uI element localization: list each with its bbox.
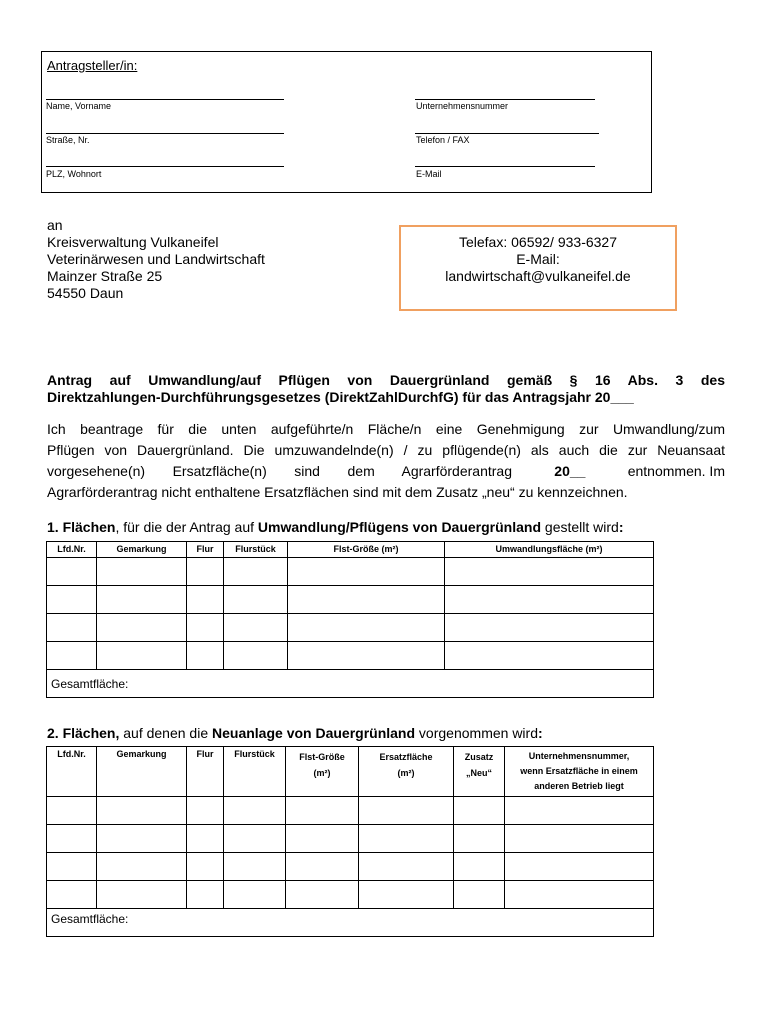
total-row[interactable]	[47, 670, 654, 698]
table-cell[interactable]	[288, 614, 445, 642]
section-2-title: 2. Flächen, auf denen die Neuanlage von Dauergrünland vorgenommen wird:	[47, 725, 543, 741]
table-cell[interactable]	[445, 558, 654, 586]
table-cell[interactable]	[224, 614, 288, 642]
table-cell[interactable]	[286, 825, 359, 853]
table-row[interactable]	[47, 797, 654, 825]
table-cell[interactable]	[359, 881, 454, 909]
col-header: Ersatzfläche (m²)	[359, 747, 454, 797]
email-label-box: E-Mail:	[516, 251, 560, 267]
table-cell[interactable]	[445, 586, 654, 614]
table-header-row	[47, 747, 654, 797]
table-row[interactable]	[47, 614, 654, 642]
table-cell[interactable]	[47, 853, 97, 881]
table-cell[interactable]	[224, 853, 286, 881]
company-number-label: Unternehmensnummer	[416, 101, 509, 111]
table-row[interactable]	[47, 558, 654, 586]
col-header: Flurstück	[224, 542, 288, 558]
table-cell[interactable]	[454, 881, 505, 909]
heading-line-2: Direktzahlungen-Durchführungsgesetzes (DirektZahlDurchfG) für das Antragsjahr 20___	[47, 389, 634, 405]
table-cell[interactable]	[187, 642, 224, 670]
table-cell[interactable]	[47, 881, 97, 909]
table-cell[interactable]	[97, 586, 187, 614]
table-cell[interactable]	[288, 642, 445, 670]
city-label: PLZ, Wohnort	[46, 169, 102, 179]
table-cell[interactable]	[47, 558, 97, 586]
table-cell[interactable]	[359, 853, 454, 881]
table-cell[interactable]	[47, 586, 97, 614]
street-label: Straße, Nr.	[46, 135, 90, 145]
table-cell[interactable]	[505, 853, 654, 881]
address-line: 54550 Daun	[47, 285, 124, 301]
table-cell[interactable]	[288, 586, 445, 614]
col-header: Lfd.Nr.	[47, 542, 97, 558]
table-header-row	[47, 542, 654, 558]
table-cell[interactable]	[97, 797, 187, 825]
table-cell[interactable]	[47, 642, 97, 670]
table-cell[interactable]	[359, 797, 454, 825]
col-header: Gemarkung	[97, 747, 187, 797]
street-line[interactable]	[46, 133, 284, 134]
table-cell[interactable]	[187, 586, 224, 614]
table-cell[interactable]	[187, 881, 224, 909]
col-header: Flur	[187, 747, 224, 797]
table-cell[interactable]	[187, 825, 224, 853]
company-number-line[interactable]	[415, 99, 595, 100]
applicant-box	[41, 51, 652, 193]
total-area-label[interactable]: Gesamtfläche:	[47, 670, 654, 698]
heading-line-1: Antrag auf Umwandlung/auf Pflügen von Dauergrünland gemäß § 16 Abs. 3 des	[47, 372, 725, 388]
city-line[interactable]	[46, 166, 284, 167]
table-cell[interactable]	[187, 614, 224, 642]
intro-paragraph	[47, 419, 725, 503]
paragraph-line	[47, 461, 725, 482]
total-row[interactable]	[47, 909, 654, 937]
table-cell[interactable]	[224, 825, 286, 853]
table-new-grassland	[46, 746, 654, 937]
table-cell[interactable]	[286, 797, 359, 825]
table-cell[interactable]	[187, 558, 224, 586]
table-cell[interactable]	[224, 586, 288, 614]
applicant-title: Antragsteller/in:	[47, 58, 138, 73]
table-cell[interactable]	[286, 853, 359, 881]
table-cell[interactable]	[445, 642, 654, 670]
table-cell[interactable]	[445, 614, 654, 642]
table-conversion	[46, 541, 654, 698]
paragraph-line: Pflügen von Dauergrünland. Die umzuwandelnde(n) / zu pflügende(n) als auch die zur Neuansaat	[47, 442, 725, 458]
email-address[interactable]: landwirtschaft@vulkaneifel.de	[445, 268, 631, 284]
name-label: Name, Vorname	[46, 101, 112, 111]
address-line: Mainzer Straße 25	[47, 268, 163, 284]
table-row[interactable]	[47, 642, 654, 670]
col-header: Gemarkung	[97, 542, 187, 558]
paragraph-line: Ich beantrage für die unten aufgeführte/n Fläche/n eine Genehmigung zur Umwandlung/zum	[47, 421, 725, 437]
contact-box	[399, 225, 677, 311]
col-header: Zusatz „Neu“	[454, 747, 505, 797]
table-cell[interactable]	[97, 825, 187, 853]
table-cell[interactable]	[97, 614, 187, 642]
col-header: Umwandlungsfläche (m²)	[445, 542, 654, 558]
table-cell[interactable]	[97, 642, 187, 670]
form-heading	[47, 372, 725, 406]
name-line[interactable]	[46, 99, 284, 100]
table-cell[interactable]	[505, 797, 654, 825]
table-row[interactable]	[47, 586, 654, 614]
col-header: Flst-Größe (m²)	[288, 542, 445, 558]
recipient-address	[47, 217, 265, 302]
email-line[interactable]	[415, 166, 595, 167]
table-row[interactable]	[47, 881, 654, 909]
table-cell[interactable]	[359, 825, 454, 853]
address-line: Veterinärwesen und Landwirtschaft	[47, 251, 265, 267]
table-cell[interactable]	[288, 558, 445, 586]
table-cell[interactable]	[454, 825, 505, 853]
paragraph-line-3a: vorgesehene(n) Ersatzfläche(n) sind dem Agrarförderantrag	[47, 463, 512, 479]
table-cell[interactable]	[187, 853, 224, 881]
col-header: Lfd.Nr.	[47, 747, 97, 797]
paragraph-line-3c: entnommen. Im	[627, 463, 725, 479]
table-cell[interactable]	[97, 881, 187, 909]
phone-label: Telefon / FAX	[416, 135, 470, 145]
table-cell[interactable]	[97, 853, 187, 881]
phone-line[interactable]	[415, 133, 599, 134]
table-row[interactable]	[47, 853, 654, 881]
table-cell[interactable]	[47, 614, 97, 642]
table-cell[interactable]	[454, 853, 505, 881]
table-cell[interactable]	[286, 881, 359, 909]
table-cell[interactable]	[505, 825, 654, 853]
col-header: Unternehmensnummer, wenn Ersatzfläche in einem anderen Betrieb liegt	[505, 747, 654, 797]
table-cell[interactable]	[97, 558, 187, 586]
section-1-title: 1. Flächen, für die der Antrag auf Umwandlung/Pflügens von Dauergrünland gestellt wird:	[47, 519, 624, 535]
col-header: Flur	[187, 542, 224, 558]
fax-number: Telefax: 06592/ 933-6327	[458, 234, 617, 250]
address-line: Kreisverwaltung Vulkaneifel	[47, 234, 219, 250]
table-cell[interactable]	[454, 797, 505, 825]
col-header: Flurstück	[224, 747, 286, 797]
email-label: E-Mail	[416, 169, 442, 179]
col-header: Flst-Größe (m²)	[286, 747, 359, 797]
total-area-label[interactable]: Gesamtfläche:	[47, 909, 654, 937]
table-cell[interactable]	[505, 881, 654, 909]
address-line: an	[47, 217, 63, 233]
table-cell[interactable]	[47, 797, 97, 825]
table-row[interactable]	[47, 825, 654, 853]
table-cell[interactable]	[224, 558, 288, 586]
table-cell[interactable]	[187, 797, 224, 825]
table-cell[interactable]	[47, 825, 97, 853]
paragraph-line: Agrarförderantrag nicht enthaltene Ersatzflächen sind mit dem Zusatz „neu“ zu kennzeichnen.	[47, 484, 628, 500]
year-blank[interactable]: 20__	[554, 463, 586, 479]
table-cell[interactable]	[224, 881, 286, 909]
table-cell[interactable]	[224, 642, 288, 670]
table-cell[interactable]	[224, 797, 286, 825]
